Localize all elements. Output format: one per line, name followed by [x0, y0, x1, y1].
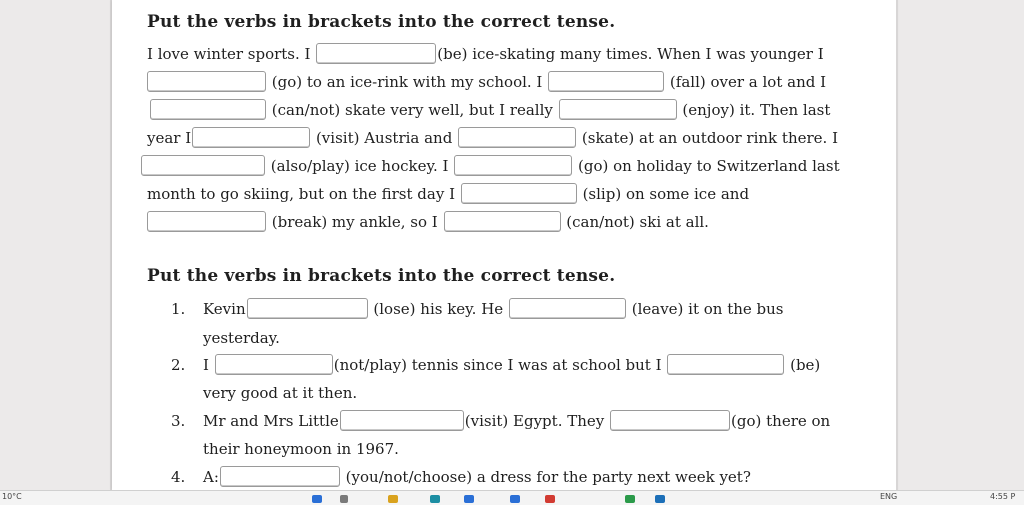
excel-icon[interactable]	[625, 495, 635, 503]
item-1-gap-leave[interactable]	[509, 298, 626, 319]
item-4-line-1	[203, 465, 751, 489]
ex1-gap-also-play[interactable]	[141, 155, 265, 176]
item-2-number: 2.	[171, 356, 186, 374]
ex1-line-6-text-a: month to go skiing, but on the first day I	[147, 185, 456, 203]
item-3-number: 3.	[171, 412, 186, 430]
item-1-line-1	[203, 297, 784, 321]
item-1-text-a: Kevin	[203, 300, 246, 318]
taskbar-weather-temp[interactable]: 10°C	[2, 492, 22, 501]
item-2-gap-not-play[interactable]	[215, 354, 333, 375]
ex1-gap-can-not-ski[interactable]	[444, 211, 561, 232]
start-icon[interactable]	[312, 495, 322, 503]
ex1-line-5-text-b: (go) on holiday to Switzerland last	[578, 157, 840, 175]
item-3-text-b: (visit) Egypt. They	[464, 412, 605, 430]
item-3-gap-go[interactable]	[610, 410, 730, 431]
item-4-number: 4.	[171, 468, 186, 486]
ex1-gap-go[interactable]	[147, 71, 266, 92]
item-2-text-b: (not/play) tennis since I was at school but I	[333, 356, 662, 374]
item-2-line-2: very good at it then.	[203, 384, 358, 402]
ex1-line-4	[147, 126, 838, 150]
item-3-text-a: Mr and Mrs Little	[203, 412, 339, 430]
ex1-gap-enjoy[interactable]	[559, 99, 677, 120]
ex1-gap-go-holiday[interactable]	[454, 155, 572, 176]
ex1-line-6	[147, 182, 749, 206]
ex1-line-7-text-b: (can/not) ski at all.	[566, 213, 709, 231]
exercise-1-heading: Put the verbs in brackets into the correct tense.	[147, 12, 616, 32]
chrome-icon[interactable]	[545, 495, 555, 503]
ex1-gap-visit[interactable]	[192, 127, 310, 148]
item-4-text-a: A:	[203, 468, 219, 486]
ex1-gap-break[interactable]	[147, 211, 266, 232]
item-1-text-b: (lose) his key. He	[373, 300, 504, 318]
ex1-gap-fall[interactable]	[548, 71, 664, 92]
ex1-line-4-text-b: (visit) Austria and	[315, 129, 453, 147]
ex1-line-2-text-a: (go) to an ice-rink with my school. I	[271, 73, 543, 91]
file-explorer-icon[interactable]	[388, 495, 398, 503]
taskbar-language[interactable]: ENG	[880, 492, 898, 501]
word-icon[interactable]	[464, 495, 474, 503]
taskbar-clock[interactable]: 4:55 P	[990, 492, 1016, 501]
taskbar	[0, 490, 1024, 505]
item-2-text-c: (be)	[790, 356, 821, 374]
search-icon[interactable]	[340, 495, 348, 503]
item-4-text-b: (you/not/choose) a dress for the party next week yet?	[345, 468, 751, 486]
ex1-line-3-text-a: (can/not) skate very well, but I really	[271, 101, 553, 119]
ex1-line-7-text-a: (break) my ankle, so I	[271, 213, 438, 231]
ex1-gap-can-not[interactable]	[150, 99, 266, 120]
ex1-line-2-text-b: (fall) over a lot and I	[669, 73, 827, 91]
item-1-number: 1.	[171, 300, 186, 318]
page-edge-right	[896, 0, 898, 490]
item-3-gap-visit[interactable]	[340, 410, 464, 431]
ex1-line-5-text-a: (also/play) ice hockey. I	[270, 157, 449, 175]
ex1-gap-be[interactable]	[316, 43, 436, 64]
item-2-text-a: I	[203, 356, 209, 374]
ex1-line-4-text-c: (skate) at an outdoor rink there. I	[581, 129, 838, 147]
item-4-gap-choose[interactable]	[220, 466, 340, 487]
ex1-gap-skate[interactable]	[458, 127, 576, 148]
item-2-gap-be[interactable]	[667, 354, 784, 375]
mail-icon[interactable]	[510, 495, 520, 503]
ex1-line-1-text-b: (be) ice-skating many times. When I was younger I	[437, 45, 824, 63]
item-3-line-2: their honeymoon in 1967.	[203, 440, 399, 458]
ex1-line-7	[147, 210, 709, 234]
ex1-line-1-text-a: I love winter sports. I	[147, 45, 311, 63]
item-3-line-1	[203, 409, 830, 433]
ex1-line-3-text-b: (enjoy) it. Then last	[682, 101, 831, 119]
ex1-line-1	[147, 42, 824, 66]
store-icon[interactable]	[655, 495, 665, 503]
item-1-gap-lose[interactable]	[247, 298, 368, 319]
ex1-line-6-text-b: (slip) on some ice and	[582, 185, 750, 203]
ex1-line-3	[147, 98, 830, 122]
ex1-line-4-text-a: year I	[147, 129, 192, 147]
ex1-line-5	[141, 154, 840, 178]
item-1-line-2: yesterday.	[203, 329, 280, 347]
ex1-gap-slip[interactable]	[461, 183, 577, 204]
ex1-line-2	[147, 70, 826, 94]
edge-browser-icon[interactable]	[430, 495, 440, 503]
exercise-2-heading: Put the verbs in brackets into the correct tense.	[147, 266, 616, 286]
item-2-line-1	[203, 353, 820, 377]
item-1-text-c: (leave) it on the bus	[631, 300, 784, 318]
item-3-text-c: (go) there on	[731, 412, 831, 430]
